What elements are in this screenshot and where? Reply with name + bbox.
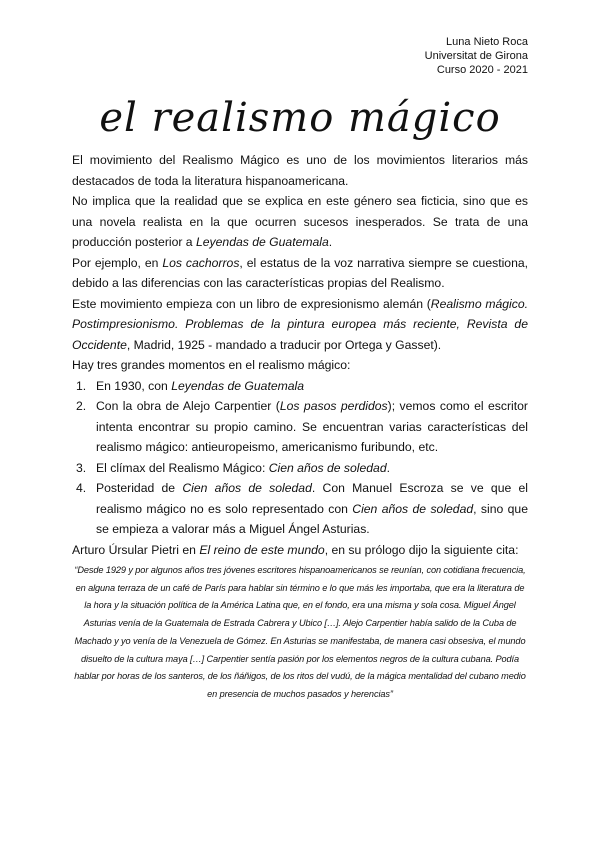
italic-title: El reino de este mundo [199, 542, 325, 557]
italic-title: Leyendas de Guatemala [195, 235, 329, 249]
paragraph-quote-intro: Arturo Úrsular Pietri en El reino de este mundo, en su prólogo dijo la siguiente cita: [72, 542, 519, 557]
course-year: Curso 2020 - 2021 [436, 64, 528, 76]
paragraph-example: Por ejemplo, en Los cachorros, el estatus de la voz narrativa siempre se cuestiona, debido a las diferencias con las características propias del Realismo. [72, 255, 529, 290]
list-number: 4. [76, 481, 87, 495]
list-item: 2. Con la obra de Alejo Carpentier (Los pasos perdidos); vemos como el escritor intenta encontrar su propio camino. Se encuentran varias características del realismo mágico: antieuropeismo, americanismo furibundo, etc. [72, 396, 528, 458]
paragraph-moments: Hay tres grandes momentos en el realismo mágico: [72, 358, 351, 372]
list-item: 4. Posteridad de Cien años de soledad. Con Manuel Escroza se ve que el realismo mágico no es solo representado con Cien años de soledad, sino que se empieza a valorar más a Miguel Ángel Asturias. [72, 478, 528, 540]
paragraph-origin: Este movimiento empieza con un libro de expresionismo alemán (Realismo mágico. Postimpresionismo. Problemas de la pintura europea más reciente, Revista de Occidente, Madrid, 1925 - mandado a traducir por Ortega y Gasset). [72, 296, 529, 352]
author-header [425, 35, 528, 77]
list-number: 3. [76, 460, 87, 475]
moments-list [72, 376, 528, 540]
document-body [72, 150, 528, 704]
block-quote: “Desde 1929 y por algunos años tres jóvenes escritores hispanoamericanos se reunían, con cotidiana frecuencia, en alguna terraza de un café de París para hablar sin término e lo que más les importaba, que era la literatura de la hora y la situación política de la América Latina que, en el fondo, era una misma y sola cosa. Miguel Ángel Asturias venía de la Guatemala de Estrada Cabrera y Ubico […]. Alejo Carpentier había salido de la Cuba de Machado y yo venía de la Venezuela de Gómez. En Asturias se manifestaba, de manera casi obsesiva, el mundo disuelto de la cultura maya […] Carpentier sentía pasión por los elementos negros de la cultura cubana. Podía hablar por horas de los santeros, de los ñáñigos, de los ritos del vudú, de la mágica mentalidad del cubano medio en presencia de muchos pasados y herencias” [74, 565, 526, 699]
university-name: Universitat de Girona [424, 50, 528, 62]
paragraph-definition: No implica que la realidad que se explica en este género sea ficticia, sino que es una novela realista en la que ocurren sucesos inesperados. Se trata de una producción posterior a Leyendas de Guatemala. [72, 194, 528, 249]
page-title: el realismo mágico [99, 95, 501, 141]
paragraph-intro: El movimiento del Realismo Mágico es uno de los movimientos literarios más destacados de toda la literatura hispanoamericana. [72, 153, 528, 188]
italic-title: Realismo mágico. Postimpresionismo. Problemas de la pintura europea más reciente, Revista de Occidente [72, 296, 529, 352]
list-item: 1. En 1930, con Leyendas de Guatemala [72, 376, 528, 397]
list-item: 3. El clímax del Realismo Mágico: Cien años de soledad. [72, 458, 528, 479]
list-number: 2. [76, 399, 87, 413]
list-number: 1. [76, 378, 87, 393]
italic-title: Los cachorros [162, 255, 240, 270]
author-name: Luna Nieto Roca [446, 36, 528, 48]
